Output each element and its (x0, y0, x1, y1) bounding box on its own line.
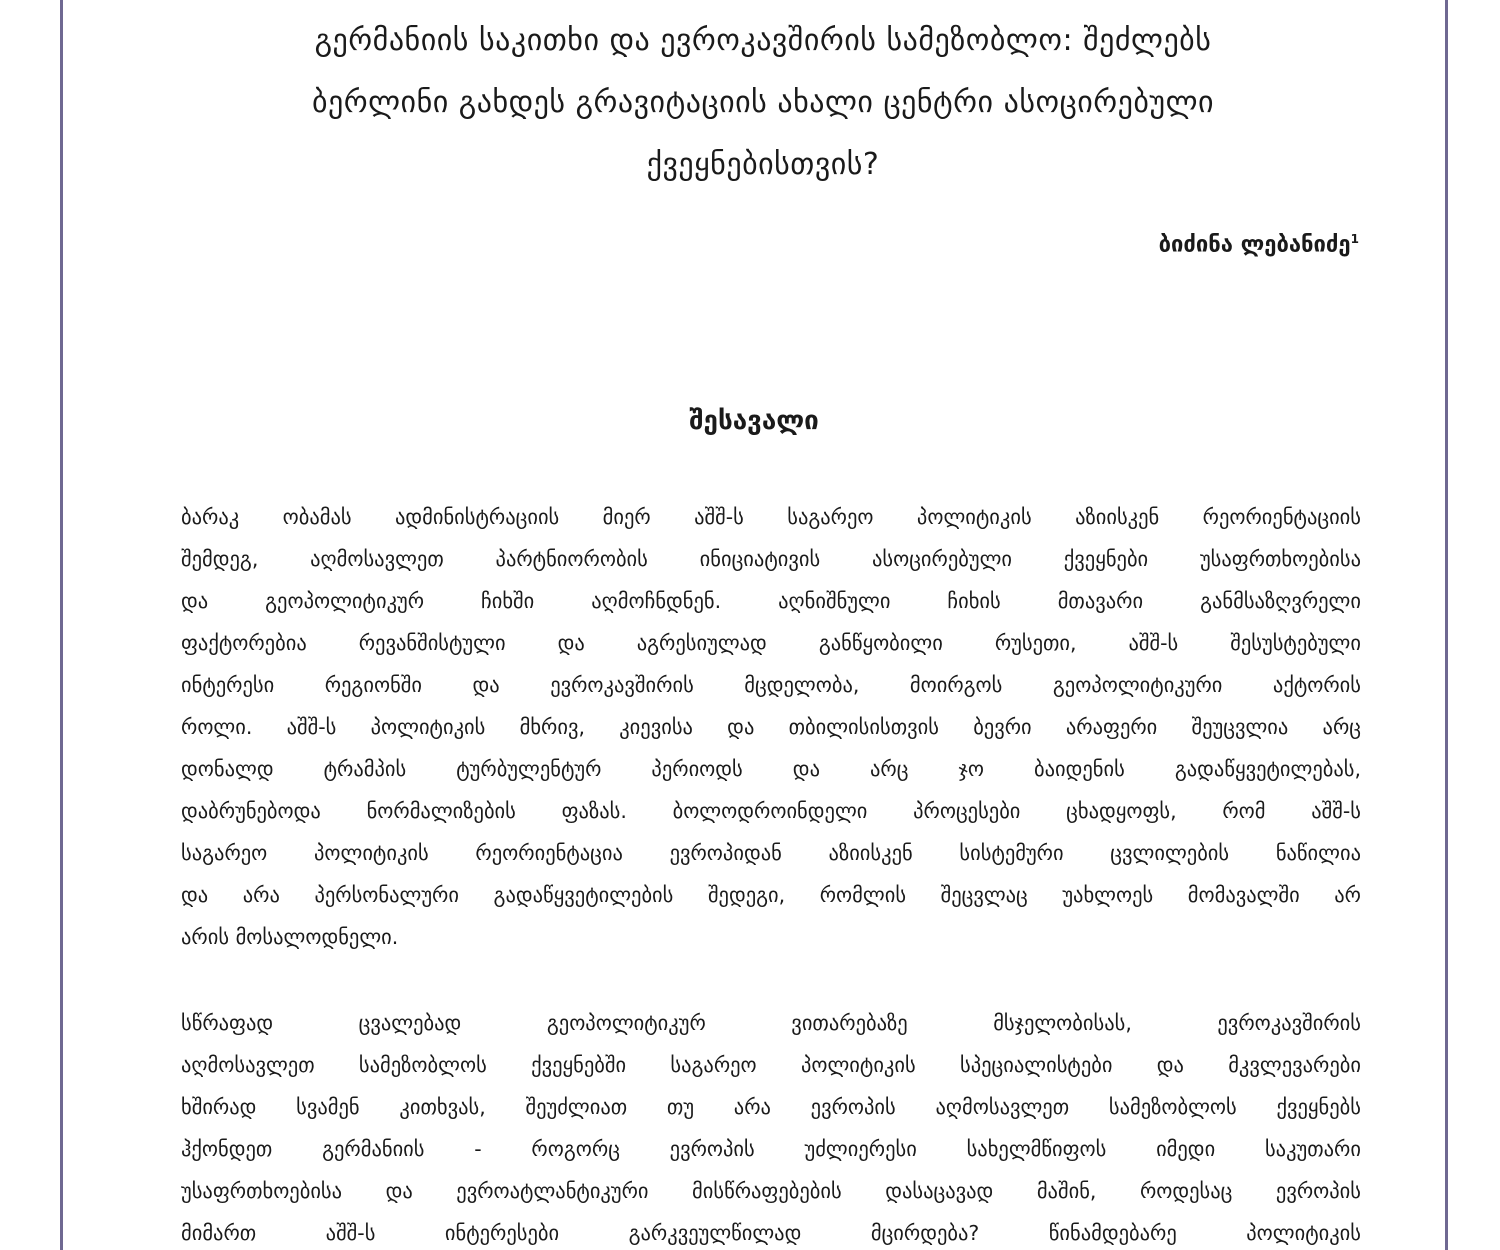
section-heading: შესავალი (689, 406, 819, 436)
author-name: ბიძინა ლებანიძე (1158, 232, 1351, 258)
body-paragraph-1 (181, 496, 1361, 958)
paragraph-line: საგარეო პოლიტიკის რეორიენტაცია ევროპიდან აზიისკენ სისტემური ცვლილების ნაწილია (181, 841, 1361, 865)
paragraph-line: სწრაფად ცვალებად გეოპოლიტიკურ ვითარებაზე მსჯელობისას, ევროკავშირის (181, 1011, 1361, 1035)
author-byline (1159, 232, 1359, 257)
paragraph-line: მიმართ აშშ-ს ინტერესები გარკვეულწილად მცირდება? წინამდებარე პოლიტიკის (181, 1221, 1361, 1245)
paragraph-line: დონალდ ტრამპის ტურბულენტურ პერიოდს და არც ჯო ბაიდენის გადაწყვეტილებას, (181, 757, 1361, 781)
paragraph-line: ინტერესი რეგიონში და ევროკავშირის მცდელობა, მოირგოს გეოპოლიტიკური აქტორის (181, 673, 1361, 697)
title-line: გერმანიის საკითხი და ევროკავშირის სამეზობლო: შეძლებს (314, 23, 1212, 58)
paragraph-line: ხშირად სვამენ კითხვას, შეუძლიათ თუ არა ევროპის აღმოსავლეთ სამეზობლოს ქვეყნებს (181, 1095, 1361, 1119)
title-line: ბერლინი გახდეს გრავიტაციის ახალი ცენტრი ასოცირებული (311, 85, 1215, 120)
paragraph-line: როლი. აშშ-ს პოლიტიკის მხრივ, კიევისა და თბილისისთვის ბევრი არაფერი შეუცვლია არც (181, 715, 1361, 739)
paragraph-line: არის მოსალოდნელი. (181, 925, 399, 949)
paragraph-line: დაბრუნებოდა ნორმალიზების ფაზას. ბოლოდროინდელი პროცესები ცხადყოფს, რომ აშშ-ს (181, 799, 1361, 823)
document-page (60, 0, 1448, 1250)
title-line: ქვეყნებისთვის? (646, 147, 880, 182)
paragraph-line: და არა პერსონალური გადაწყვეტილების შედეგი, რომლის შეცვლაც უახლოეს მომავალში არ (181, 883, 1361, 907)
paragraph-line: ჰქონდეთ გერმანიის - როგორც ევროპის უძლიერესი სახელმწიფოს იმედი საკუთარი (181, 1137, 1361, 1161)
paper-title (203, 10, 1323, 196)
paragraph-line: და გეოპოლიტიკურ ჩიხში აღმოჩნდნენ. აღნიშნული ჩიხის მთავარი განმსაზღვრელი (181, 589, 1361, 613)
body-paragraph-2 (181, 1002, 1361, 1250)
paragraph-line: აღმოსავლეთ სამეზობლოს ქვეყნებში საგარეო პოლიტიკის სპეციალისტები და მკვლევარები (181, 1053, 1361, 1077)
paragraph-line: ფაქტორებია რევანშისტული და აგრესიულად განწყობილი რუსეთი, აშშ-ს შესუსტებული (181, 631, 1361, 655)
paragraph-line: შემდეგ, აღმოსავლეთ პარტნიორობის ინიციატივის ასოცირებული ქვეყნები უსაფრთხოებისა (181, 547, 1361, 571)
paragraph-line: ბარაკ ობამას ადმინისტრაციის მიერ აშშ-ს საგარეო პოლიტიკის აზიისკენ რეორიენტაციის (181, 505, 1361, 529)
author-footnote-mark[interactable]: 1 (1350, 232, 1359, 246)
paragraph-line: უსაფრთხოებისა და ევროატლანტიკური მისწრაფებების დასაცავად მაშინ, როდესაც ევროპის (181, 1179, 1361, 1203)
